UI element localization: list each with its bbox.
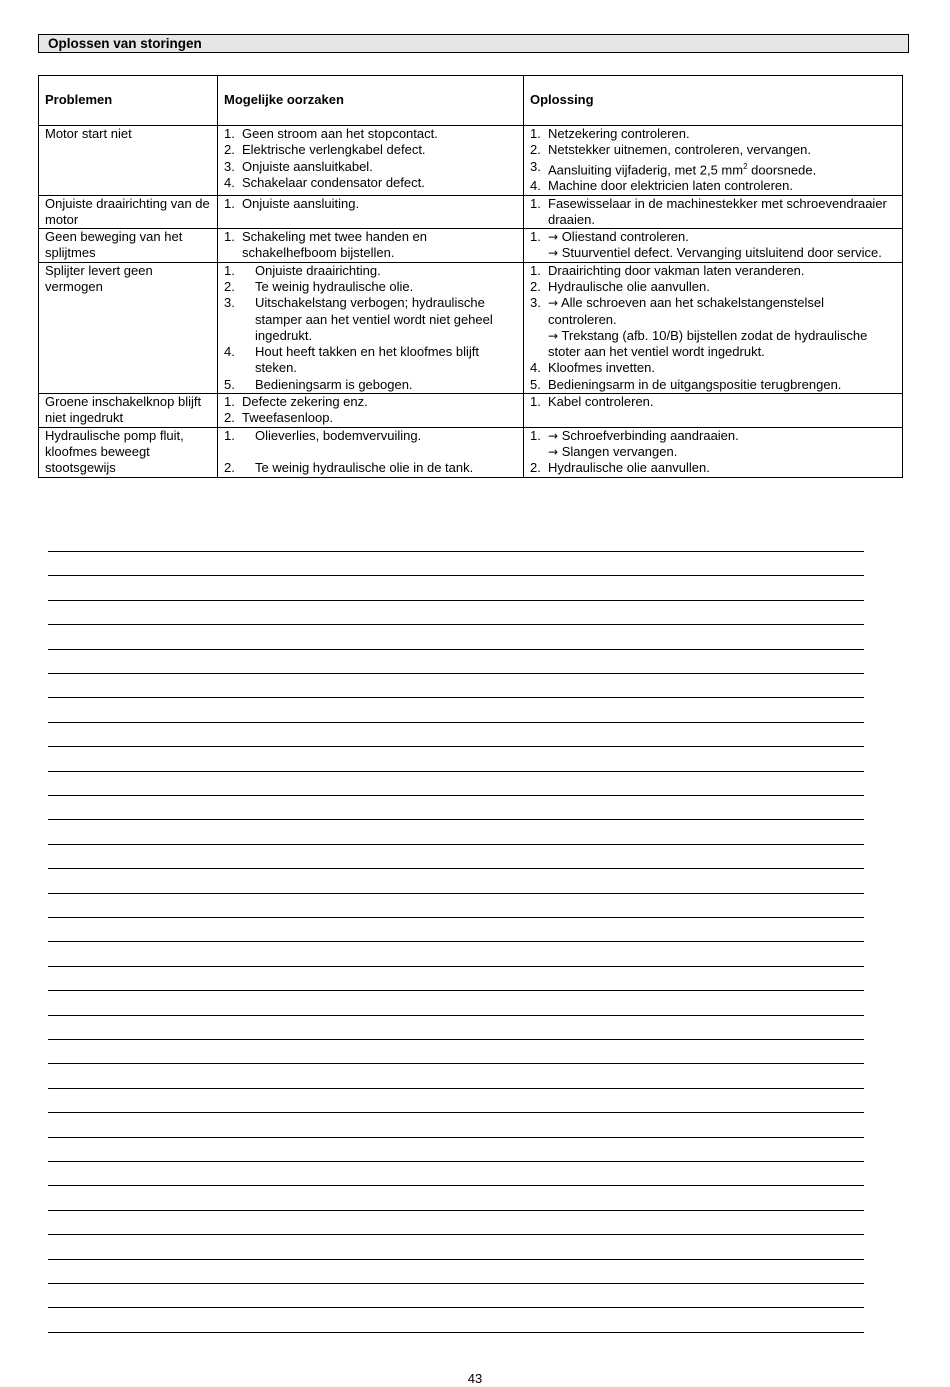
solution-item: Draairichting door vakman laten veranderen. (548, 262, 805, 278)
header-causes: Mogelijke oorzaken (218, 76, 524, 126)
note-line (48, 844, 864, 845)
note-line (48, 1307, 864, 1308)
note-line (48, 1063, 864, 1064)
solution-item: → Alle schroeven aan het schakelstangenstelsel controleren. (548, 295, 825, 327)
table-header-row (39, 76, 903, 126)
table-row (39, 394, 903, 428)
problem-cell: Splijter levert geen vermogen (39, 262, 218, 393)
solutions-cell: 1. → Schroefverbinding aandraaien. → Slangen vervangen. 2. Hydraulische olie aanvullen. (524, 427, 903, 477)
solution-item: Hydraulische olie aanvullen. (548, 460, 710, 476)
solution-item: Netstekker uitnemen, controleren, vervangen. (548, 142, 812, 158)
causes-cell: 1. Onjuiste draairichting. 2. Te weinig hydraulische olie. 3. Uitschakelstang verbogen; hydraulische stamper aan het ventiel wordt niet geheel ingedrukt. 4. Hout heeft takken en het kloofmes blijft steken. 5. Bedieningsarm is gebogen. (218, 262, 524, 393)
solutions-cell: 1. Netzekering controleren. 2. Netstekker uitnemen, controleren, vervangen. 3. Aansluiting vijfaderig, met 2,5 $mm^2$ doorsnede. 4. Machine door elektricien laten controleren. (524, 126, 903, 196)
note-line (48, 1161, 864, 1162)
problem-cell: Onjuiste draairichting van de motor (39, 195, 218, 229)
note-line (48, 1112, 864, 1113)
solution-item: Kabel controleren. (548, 394, 654, 410)
problem-cell: Geen beweging van het splijtmes (39, 229, 218, 263)
note-line (48, 1332, 864, 1333)
note-line (48, 1015, 864, 1016)
note-line (48, 795, 864, 796)
page-number: 43 (467, 1371, 483, 1386)
solution-item: → Slangen vervangen. (548, 443, 678, 459)
table-row (39, 427, 903, 477)
solution-item: → Schroefverbinding aandraaien. (548, 427, 739, 443)
solution-item: → Stuurventiel defect. Vervanging uitsluitend door service. (548, 245, 882, 261)
solution-item: Machine door elektricien laten controleren. (548, 178, 793, 194)
table-row (39, 126, 903, 196)
solution-item: Fasewisselaar in de machinestekker met schroevendraaier draaien. (548, 195, 887, 227)
arrow-icon: → (548, 296, 559, 311)
causes-cell: 1. Onjuiste aansluiting. (218, 195, 524, 229)
arrow-icon: → (548, 328, 559, 343)
note-line (48, 868, 864, 869)
solution-item: → Trekstang (afb. 10/B) bijstellen zodat de hydraulische stoter aan het ventiel wordt ingedrukt. (548, 327, 868, 360)
header-solutions: Oplossing (524, 76, 903, 126)
solution-item: Netzekering controleren. (548, 126, 690, 141)
solutions-cell: 1. Fasewisselaar in de machinestekker met schroevendraaier draaien. (524, 195, 903, 229)
section-title: Oplossen van storingen (38, 34, 909, 53)
note-line (48, 697, 864, 698)
cause-item: Onjuiste aansluiting. (242, 195, 360, 211)
header-problems: Problemen (39, 76, 218, 126)
cause-item: Geen stroom aan het stopcontact. (242, 126, 438, 141)
solutions-cell: 1. Kabel controleren. (524, 394, 903, 428)
note-line (48, 649, 864, 650)
note-line (48, 917, 864, 918)
table-row (39, 195, 903, 229)
cause-item: Uitschakelstang verbogen; hydraulische stamper aan het ventiel wordt niet geheel ingedrukt. (255, 295, 493, 343)
solution-item: Hydraulische olie aanvullen. (548, 279, 710, 294)
solutions-cell: 1. Draairichting door vakman laten veranderen. 2. Hydraulische olie aanvullen. 3. → Alle schroeven aan het schakelstangenstelsel controleren. → Trekstang (afb. 10/B) bijstellen zodat de hydraulische stoter aan het ventiel wordt ingedrukt. 4. Kloofmes invetten. 5. Bedieningsarm in de uitgangspositie terugbrengen. (524, 262, 903, 393)
note-line (48, 990, 864, 991)
cause-item: Defecte zekering enz. (242, 394, 368, 410)
note-line (48, 1088, 864, 1089)
problem-cell: Motor start niet (39, 126, 218, 196)
solution-item: Aansluiting vijfaderig, met 2,5 $mm^2$ doorsnede. (548, 161, 817, 177)
solution-item: Bedieningsarm in de uitgangspositie terugbrengen. (548, 376, 842, 392)
note-line (48, 1234, 864, 1235)
note-line (48, 1185, 864, 1186)
arrow-icon: → (548, 230, 559, 245)
note-line (48, 575, 864, 576)
cause-item: Olieverlies, bodemvervuiling. (255, 427, 422, 443)
causes-cell: 1. Defecte zekering enz. 2. Tweefasenloop. (218, 394, 524, 428)
note-line (48, 893, 864, 894)
note-line (48, 771, 864, 772)
causes-cell: 1. Schakeling met twee handen en schakelhefboom bijstellen. (218, 229, 524, 263)
note-line (48, 551, 864, 552)
note-line (48, 673, 864, 674)
note-line (48, 722, 864, 723)
arrow-icon: → (548, 246, 559, 261)
solution-item: Kloofmes invetten. (548, 360, 655, 376)
note-line (48, 1137, 864, 1138)
causes-cell: 1. Olieverlies, bodemvervuiling. 2. Te weinig hydraulische olie in de tank. (218, 427, 524, 477)
cause-item: Tweefasenloop. (242, 410, 334, 426)
cause-item: Schakeling met twee handen en schakelhefboom bijstellen. (242, 229, 428, 261)
note-line (48, 1283, 864, 1284)
cause-item: Bedieningsarm is gebogen. (255, 376, 413, 392)
problem-cell: Groene inschakelknop blijft niet ingedrukt (39, 394, 218, 428)
cause-item: Onjuiste draairichting. (255, 262, 381, 278)
cause-item: Hout heeft takken en het kloofmes blijft steken. (255, 344, 480, 376)
note-line (48, 1259, 864, 1260)
cause-item: Te weinig hydraulische olie. (255, 279, 414, 294)
problem-cell: Hydraulische pomp fluit, kloofmes beweegt stootsgewijs (39, 427, 218, 477)
arrow-icon: → (548, 444, 559, 459)
note-line (48, 1039, 864, 1040)
note-line (48, 1210, 864, 1211)
troubleshooting-table (38, 75, 903, 478)
table-row (39, 262, 903, 393)
cause-item: Onjuiste aansluitkabel. (242, 158, 373, 174)
causes-cell: 1. Geen stroom aan het stopcontact. 2. Elektrische verlengkabel defect. 3. Onjuiste aansluitkabel. 4. Schakelaar condensator defect. (218, 126, 524, 196)
arrow-icon: → (548, 428, 559, 443)
note-line (48, 966, 864, 967)
cause-item: Te weinig hydraulische olie in de tank. (255, 460, 474, 476)
note-line (48, 941, 864, 942)
cause-item: Elektrische verlengkabel defect. (242, 142, 426, 158)
cause-item: Schakelaar condensator defect. (242, 174, 425, 190)
table-row (39, 229, 903, 263)
note-line (48, 746, 864, 747)
note-line (48, 600, 864, 601)
note-line (48, 819, 864, 820)
solution-item: → Oliestand controleren. (548, 229, 689, 245)
solutions-cell: 1. → Oliestand controleren. → Stuurventiel defect. Vervanging uitsluitend door service. (524, 229, 903, 263)
note-line (48, 624, 864, 625)
